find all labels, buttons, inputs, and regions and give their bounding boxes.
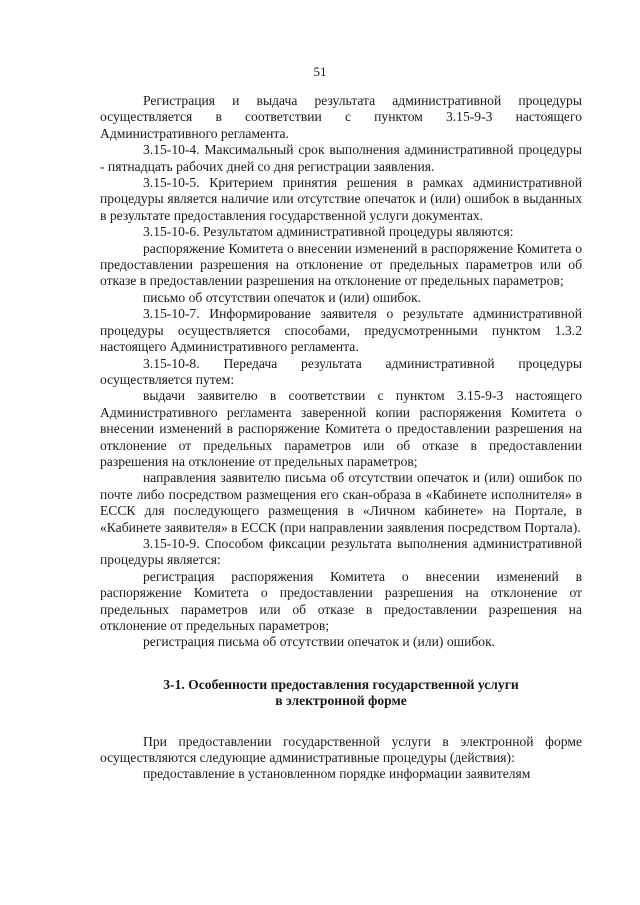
paragraph-fixation-letter: регистрация письма об отсутствии опечаток и (или) ошибок. [143, 634, 496, 650]
paragraph-result-letter: письмо об отсутствии опечаток и (или) ошибок. [143, 289, 422, 305]
paragraph-providing-information: предоставление в установленном порядке информации заявителям [143, 766, 531, 782]
paragraph-results-intro: 3.15-10-6. Результатом административной процедуры являются: [143, 224, 514, 240]
paragraph-registration-output: Регистрация и выдача результата административной процедуры осуществляется в соответствии с пунктом 3.15-9-3 настоящего Административного регламента. [100, 93, 582, 141]
paragraph-decision-criterion: 3.15-10-5. Критерием принятия решения в рамках административной процедуры является наличие или отсутствие опечаток и (или) ошибок в выданных в результате предоставления государственной услуги документах. [100, 175, 582, 223]
paragraph-electronic-procedures: При предоставлении государственной услуги в электронной форме осуществляются следующие административные процедуры (действия): [100, 733, 582, 766]
section-heading [100, 677, 582, 710]
page-number: 51 [313, 64, 327, 79]
paragraph-fixation-intro: 3.15-10-9. Способом фиксации результата выполнения административной процедуры является: [100, 535, 582, 568]
paragraph-max-duration: 3.15-10-4. Максимальный срок выполнения административной процедуры - пятнадцать рабочих дней со дня регистрации заявления. [100, 142, 582, 174]
paragraph-fixation-order: регистрация распоряжения Комитета о внесении изменений в распоряжение Комитета о предоставлении разрешения на отклонение от предельных параметров или об отказе в предоставлении разрешения на отклонение от предельных параметров; [100, 568, 582, 633]
paragraph-transfer-letter: направления заявителю письма об отсутствии опечаток и (или) ошибок по почте либо посредством размещения его скан-образа в «Кабинете исполнителя» в ЕССК для последующего размещения в «Личном кабинете» на Портале, в «Кабинете заявителя» в ЕССК (при направлении заявления посредством Портала). [100, 470, 582, 535]
paragraph-transfer-intro: 3.15-10-8. Передача результата административной процедуры осуществляется путем: [100, 355, 582, 387]
paragraph-result-order: распоряжение Комитета о внесении изменений в распоряжение Комитета о предоставлении разрешения на отклонение от предельных параметров или об отказе в предоставлении разрешения на отклонение от предельных параметров; [100, 240, 582, 289]
section-heading-line-2: в электронной форме [275, 693, 407, 709]
paragraph-transfer-copy: выдачи заявителю в соответствии с пунктом 3.15-9-3 настоящего Административного регламента заверенной копии распоряжения Комитета о внесении изменений в распоряжение Комитета о предоставлении разрешения на отклонение от предельных параметров или об отказе в предоставлении разрешения на отклонение от предельных параметров; [100, 388, 582, 469]
document-body [100, 93, 582, 783]
paragraph-informing-applicant: 3.15-10-7. Информирование заявителя о результате административной процедуры осуществляется способами, предусмотренными пунктом 1.3.2 настоящего Административного регламента. [100, 306, 582, 355]
section-heading-line-1: 3-1. Особенности предоставления государственной услуги [163, 676, 519, 692]
